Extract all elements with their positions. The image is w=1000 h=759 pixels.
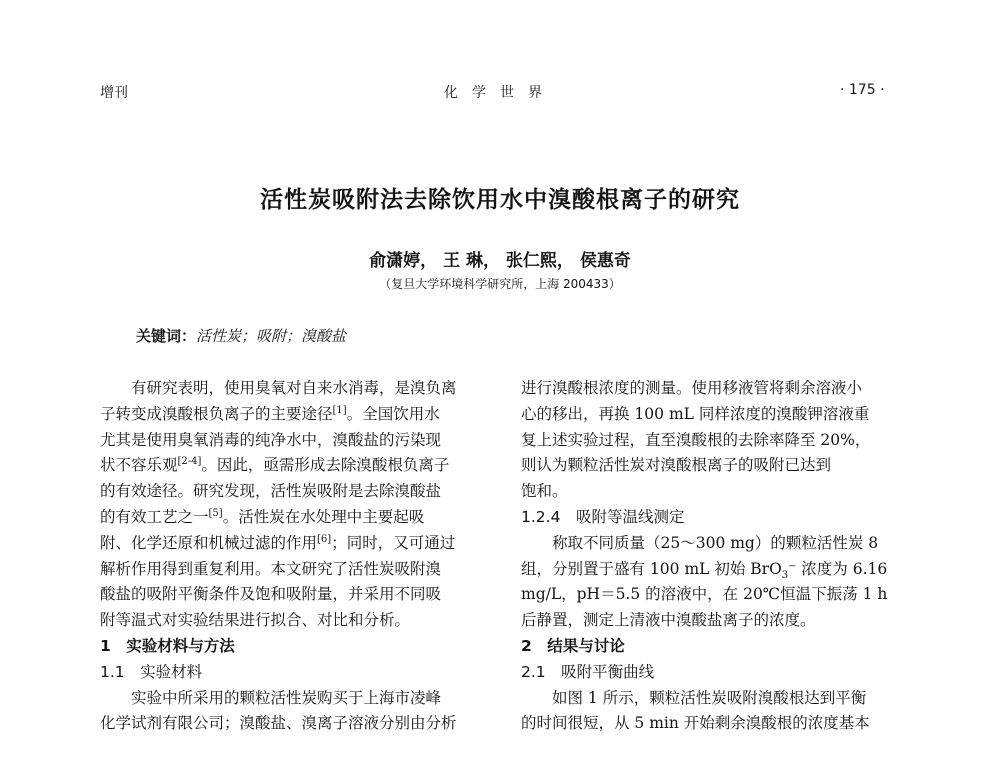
body-line: 实验中所采用的颗粒活性炭购买于上海市凌峰: [131, 688, 442, 707]
body-line: 的时间很短，从 5 min 开始剩余溴酸根的浓度基本: [521, 714, 870, 733]
body-line: 尤其是使用臭氧消毒的纯净水中，溴酸盐的污染现: [100, 430, 442, 449]
body-line: 有研究表明，使用臭氧对自来水消毒，是溴负离: [131, 379, 457, 397]
body-line: 称取不同质量（25～300 mg）的颗粒活性炭 8: [552, 533, 879, 552]
body-line: 饱和。: [521, 482, 568, 501]
keywords-label: 关键词：: [136, 327, 197, 345]
citation-ref: [2-4]: [177, 456, 202, 468]
body-line: 后静置，测定上清液中溴酸盐离子的浓度。: [521, 611, 816, 630]
author-list: 俞潇婷， 王 琳， 张仁熙， 侯惠奇: [369, 251, 631, 271]
subsection-heading: 2.1 吸附平衡曲线: [521, 662, 655, 681]
citation-ref: [1]: [332, 404, 347, 416]
body-line: 心的移出，再换 100 mL 同样浓度的溴酸钾溶液重: [521, 404, 870, 423]
body-line: 解析作用得到重复利用。本文研究了活性炭吸附溴: [100, 559, 442, 578]
paper-title: 活性炭吸附法去除饮用水中溴酸根离子的研究: [260, 187, 740, 213]
body-line: 附、化学还原和机械过滤的作用[6]；同时，又可通过: [100, 533, 456, 552]
page-number: · 175 ·: [840, 82, 885, 98]
body-line: 附等温式对实验结果进行拟合、对比和分析。: [100, 611, 411, 630]
body-line: mg/L，pH＝5.5 的溶液中，在 20℃恒温下振荡 1 h: [521, 585, 888, 604]
section-heading: 2 结果与讨论: [521, 636, 625, 655]
keywords-value: 活性炭；吸附；溴酸盐: [196, 327, 347, 345]
left-column: [100, 376, 495, 737]
body-line: 子转变成溴酸根负离子的主要途径[1]。全国饮用水: [100, 404, 440, 423]
subsection-heading: 1.1 实验材料: [100, 662, 203, 681]
body-line: 组，分别置于盛有 100 mL 初始 BrO$_3$⁻ 浓度为 6.16: [521, 559, 888, 581]
running-header-left: 增刊: [100, 85, 128, 101]
citation-ref: [5]: [208, 507, 223, 519]
subscript: 3: [781, 569, 789, 581]
body-line: 的有效途径。研究发现，活性炭吸附是去除溴酸盐: [100, 482, 442, 501]
body-line: 则认为颗粒活性炭对溴酸根离子的吸附已达到: [521, 456, 832, 475]
body-line: 化学试剂有限公司；溴酸盐、溴离子溶液分别由分析: [100, 714, 457, 733]
body-line: 如图 1 所示，颗粒活性炭吸附溴酸根达到平衡: [552, 688, 867, 707]
body-line: 进行溴酸根浓度的测量。使用移液管将剩余溶液小: [521, 379, 863, 397]
body-line: 酸盐的吸附平衡条件及饱和吸附量，并采用不同吸: [100, 585, 442, 604]
section-heading: 1 实验材料与方法: [100, 636, 235, 655]
right-column: [521, 376, 916, 737]
body-line: 状不容乐观[2-4]。因此，亟需形成去除溴酸根负离子: [100, 456, 450, 475]
body-line: 的有效工艺之一[5]。活性炭在水处理中主要起吸: [100, 507, 425, 526]
running-header-journal: 化学世界: [444, 85, 556, 101]
body-line: 复上述实验过程，直至溴酸根的去除率降至 20%，: [521, 430, 871, 449]
keywords: [136, 325, 346, 346]
subsection-heading: 1.2.4 吸附等温线测定: [521, 507, 685, 526]
affiliation: （复旦大学环境科学研究所，上海 200433）: [379, 277, 621, 291]
citation-ref: [6]: [317, 533, 332, 545]
